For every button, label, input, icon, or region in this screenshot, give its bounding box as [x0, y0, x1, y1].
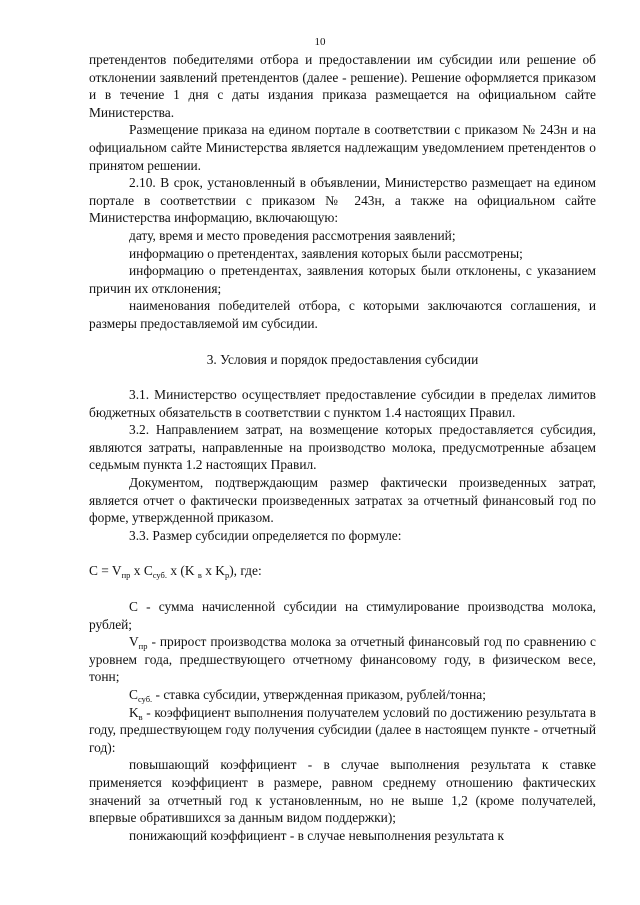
paragraph: 2.10. В срок, установленный в объявлении, Министерство размещает на едином портале в соответствии с приказом № 243н, а также на официальном сайте Министерства информацию, включающую: — [89, 175, 596, 226]
section-heading: 3. Условия и порядок предоставления субсидии — [206, 351, 479, 367]
paragraph: 3.3. Размер субсидии определяется по формуле: — [129, 527, 402, 543]
list-item: повышающий коэффициент - в случае выполнения результата к ставке применяется коэффициент в размере, равном среднему отношению фактических значений за отчетный год к установленным, но не выше 1,2 (кроме получателей, впервые обратившихся за данным видом поддержки); — [89, 757, 596, 826]
definition-k: $K_в$ - коэффициент выполнения получателем условий по достижению результата в году, предшествующем году получения субсидии (далее в настоящем пункте - отчетный год): — [89, 704, 596, 755]
subsidy-formula: $C = V_{пр}$ x $C_{суб.}$ x (K $_в$ x $K_р$), где: — [89, 563, 262, 581]
list-item: наименования победителей отбора, с которыми заключаются соглашения, и размеры предоставляемой им субсидии. — [89, 298, 596, 331]
definition-c-sub: $C_{суб.}$ - ставка субсидии, утвержденная приказом, рублей/тонна; — [129, 687, 486, 704]
paragraph: претендентов победителями отбора и предоставлении им субсидии или решение об отклонении заявлений претендентов (далее - решение). Решение оформляется приказом и в течение 1 дня с даты издания приказа размещается на официальном сайте Министерства. — [89, 52, 596, 120]
list-item: понижающий коэффициент - в случае невыполнения результата к — [129, 827, 504, 843]
definition-c: C - сумма начисленной субсидии на стимулирование производства молока, рублей; — [89, 599, 596, 632]
paragraph: 3.2. Направлением затрат, на возмещение которых предоставляется субсидия, являются затраты, направленные на производство молока, предусмотренные абзацем седьмым пункта 1.2 настоящих Правил. — [89, 422, 596, 473]
definition-v: $V_{пр}$ - прирост производства молока за отчетный финансовый год по сравнению с уровнем года, предшествующего отчетному финансовому году, в физическом весе, тонн; — [89, 634, 596, 685]
list-item: информацию о претендентах, заявления которых были рассмотрены; — [129, 245, 523, 261]
document-body — [89, 51, 596, 844]
page-number: 10 — [314, 36, 326, 48]
paragraph: Документом, подтверждающим размер фактически произведенных затрат, является отчет о фактически произведенных затратах за отчетный финансовый год по форме, утвержденной приказом. — [89, 475, 596, 526]
list-item: дату, время и место проведения рассмотрения заявлений; — [129, 227, 456, 243]
list-item: информацию о претендентах, заявления которых были отклонены, с указанием причин их отклонения; — [89, 263, 596, 296]
paragraph: 3.1. Министерство осуществляет предоставление субсидии в пределах лимитов бюджетных обязательств в соответствии с пунктом 1.4 настоящих Правил. — [89, 387, 596, 420]
paragraph: Размещение приказа на едином портале в соответствии с приказом № 243н и на официальном сайте Министерства является надлежащим уведомлением претендентов о принятом решении. — [89, 122, 596, 173]
